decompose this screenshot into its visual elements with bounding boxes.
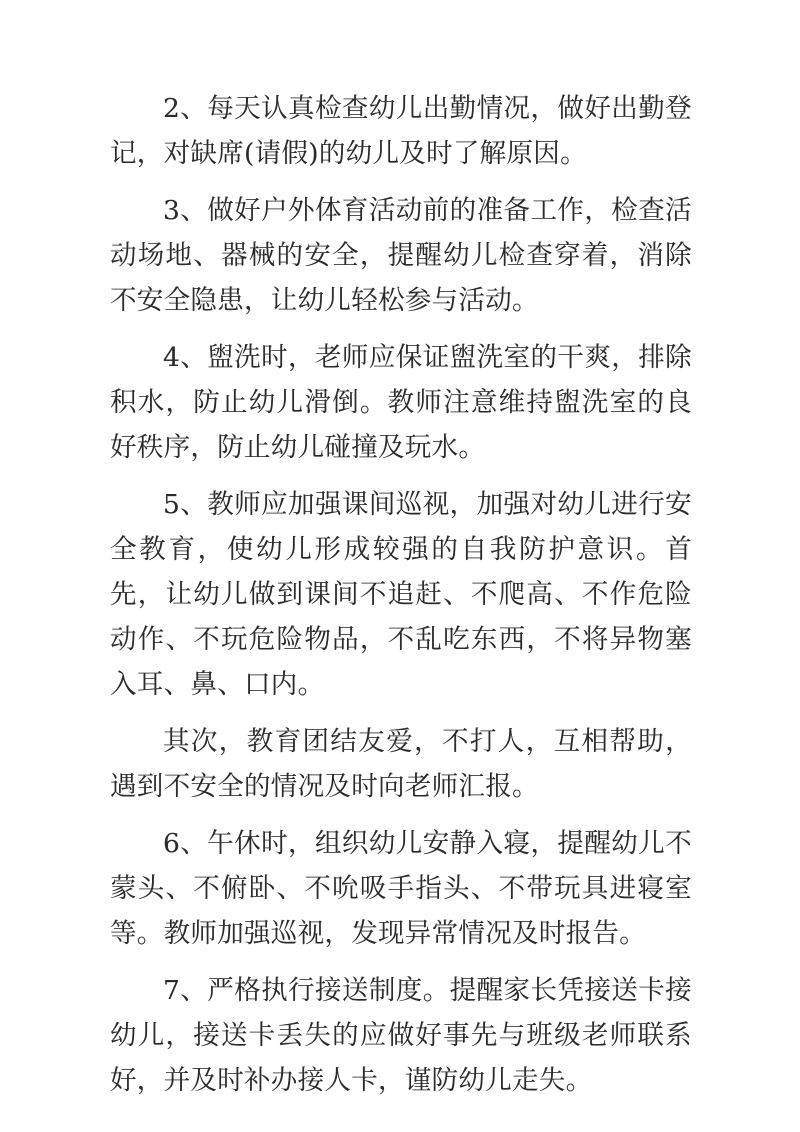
paragraph-item-5: 5、教师应加强课间巡视，加强对幼儿进行安全教育，使幼儿形成较强的自我防护意识。首先，让幼儿做到课间不追赶、不爬高、不作危险动作、不玩危险物品，不乱吃东西，不将异物塞入耳、鼻、口内。 — [110, 489, 692, 700]
paragraph-item-5-continued: 其次，教育团结友爱，不打人，互相帮助，遇到不安全的情况及时向老师汇报。 — [110, 726, 692, 802]
document-body — [110, 86, 692, 1103]
paragraph-item-4: 4、盥洗时，老师应保证盥洗室的干爽，排除积水，防止幼儿滑倒。教师注意维持盥洗室的良好秩序，防止幼儿碰撞及玩水。 — [110, 342, 692, 463]
paragraph-item-3: 3、做好户外体育活动前的准备工作，检查活动场地、器械的安全，提醒幼儿检查穿着，消除不安全隐患，让幼儿轻松参与活动。 — [110, 195, 692, 316]
paragraph-item-2: 2、每天认真检查幼儿出勤情况，做好出勤登记，对缺席(请假)的幼儿及时了解原因。 — [110, 93, 692, 169]
paragraph-item-7: 7、严格执行接送制度。提醒家长凭接送卡接幼儿，接送卡丢失的应做好事先与班级老师联系好，并及时补办接人卡，谨防幼儿走失。 — [110, 975, 692, 1096]
paragraph-item-6: 6、午休时，组织幼儿安静入寝，提醒幼儿不蒙头、不俯卧、不吮吸手指头、不带玩具进寝室等。教师加强巡视，发现异常情况及时报告。 — [110, 828, 692, 949]
